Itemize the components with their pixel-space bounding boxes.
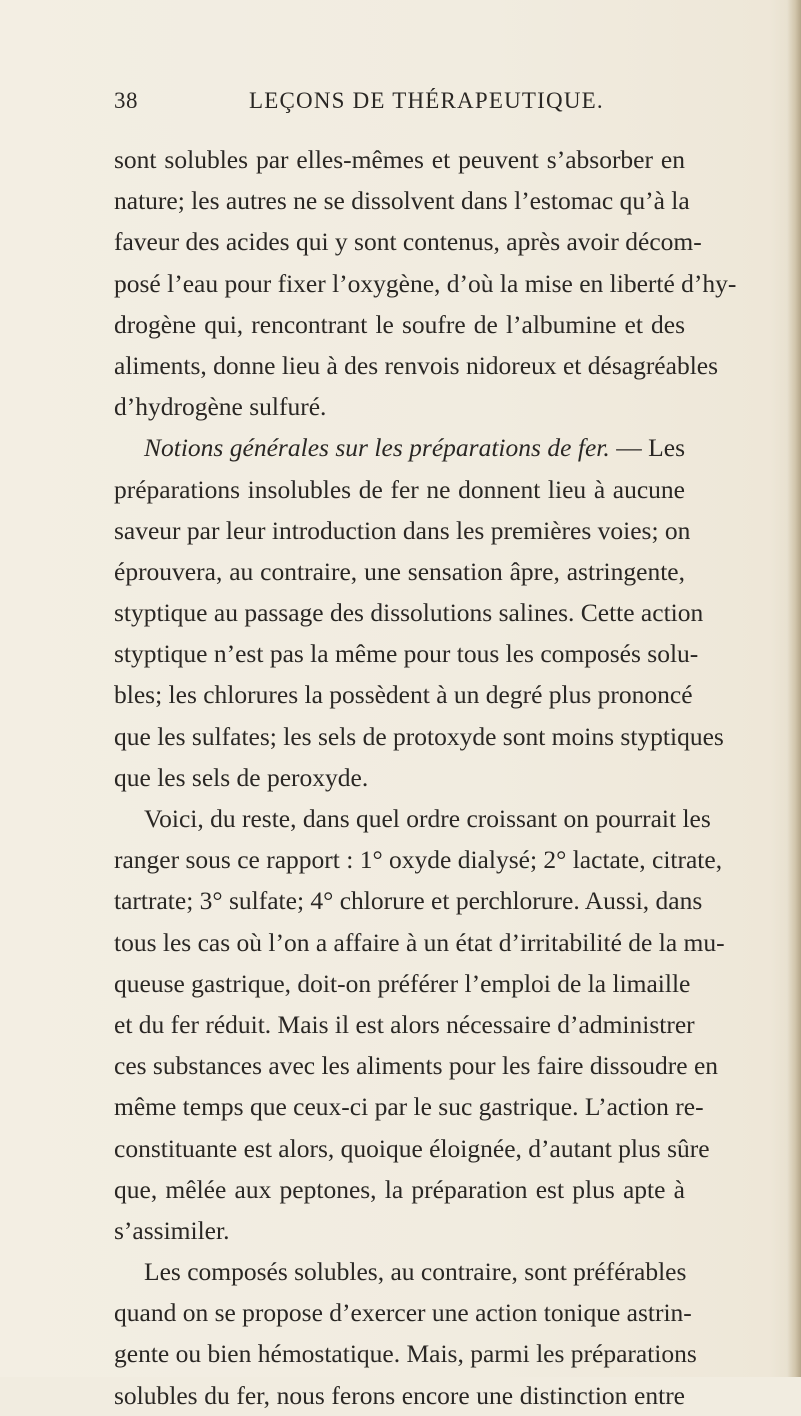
text-line: bles; les chlorures la possèdent à un degré plus prononcé [114,680,693,710]
text-line: nature; les autres ne se dissolvent dans l’estomac qu’à la [114,186,690,216]
text-line: tartrate; 3° sulfate; 4° chlorure et perchlorure. Aussi, dans [114,886,703,916]
text-line: ces substances avec les aliments pour les faire dissoudre en [114,1051,719,1081]
text-line: saveur par leur introduction dans les premières voies; on [114,515,691,545]
text-line: queuse gastrique, doit-on préférer l’emploi de la limaille [114,968,691,998]
text-line: que les sels de peroxyde. [114,762,369,792]
text-line: quand on se propose d’exercer une action tonique astrin- [114,1298,692,1328]
text-line: drogène qui, rencontrant le soufre de l’albumine et des [114,309,685,339]
section-heading: Notions générales sur les préparations de fer. [144,433,610,463]
section-heading-rest: — Les [609,433,685,463]
text-line: gente ou bien hémostatique. Mais, parmi les préparations [114,1339,697,1369]
text-line: s’assimiler. [114,1215,230,1245]
text-line: solubles du fer, nous ferons encore une distinction entre [114,1380,685,1410]
text-line: aliments, donne lieu à des renvois nidoreux et désagréables [114,350,719,380]
section-heading-line [114,427,685,468]
text-line: et du fer réduit. Mais il est alors nécessaire d’administrer [114,1009,695,1039]
text-line: styptique au passage des dissolutions salines. Cette action [114,598,704,628]
text-line: préparations insolubles de fer ne donnent lieu à aucune [114,474,685,504]
text-line: éprouvera, au contraire, une sensation âpre, astringente, [114,556,685,586]
text-line: Voici, du reste, dans quel ordre croissant on pourrait les [144,804,711,833]
text-line: posé l’eau pour fixer l’oxygène, d’où la mise en liberté d’hy- [114,268,737,298]
body-text [114,139,737,1416]
page-edge-shadow [787,0,801,1377]
page-header [114,88,680,122]
text-line: que, mêlée aux peptones, la préparation est plus apte à [114,1174,685,1204]
running-head: LEÇONS DE THÉRAPEUTIQUE. [249,88,604,113]
text-line: tous les cas où l’on a affaire à un état d’irritabilité de la mu- [114,927,725,957]
text-line: ranger sous ce rapport : 1° oxyde dialysé; 2° lactate, citrate, [114,845,723,875]
text-line: Les composés solubles, au contraire, sont préférables [144,1257,687,1287]
text-line: sont solubles par elles-mêmes et peuvent s’absorber en [114,145,685,174]
text-line: styptique n’est pas la même pour tous les composés solu- [114,639,699,669]
text-line: constituante est alors, quoique éloignée, d’autant plus sûre [114,1133,710,1163]
text-line: d’hydrogène sulfuré. [114,392,327,422]
page-number: 38 [114,88,138,113]
text-line: que les sulfates; les sels de protoxyde sont moins styptiques [114,721,724,751]
text-line: même temps que ceux-ci par le suc gastrique. L’action re- [114,1092,704,1122]
text-line: faveur des acides qui y sont contenus, après avoir décom- [114,227,702,257]
